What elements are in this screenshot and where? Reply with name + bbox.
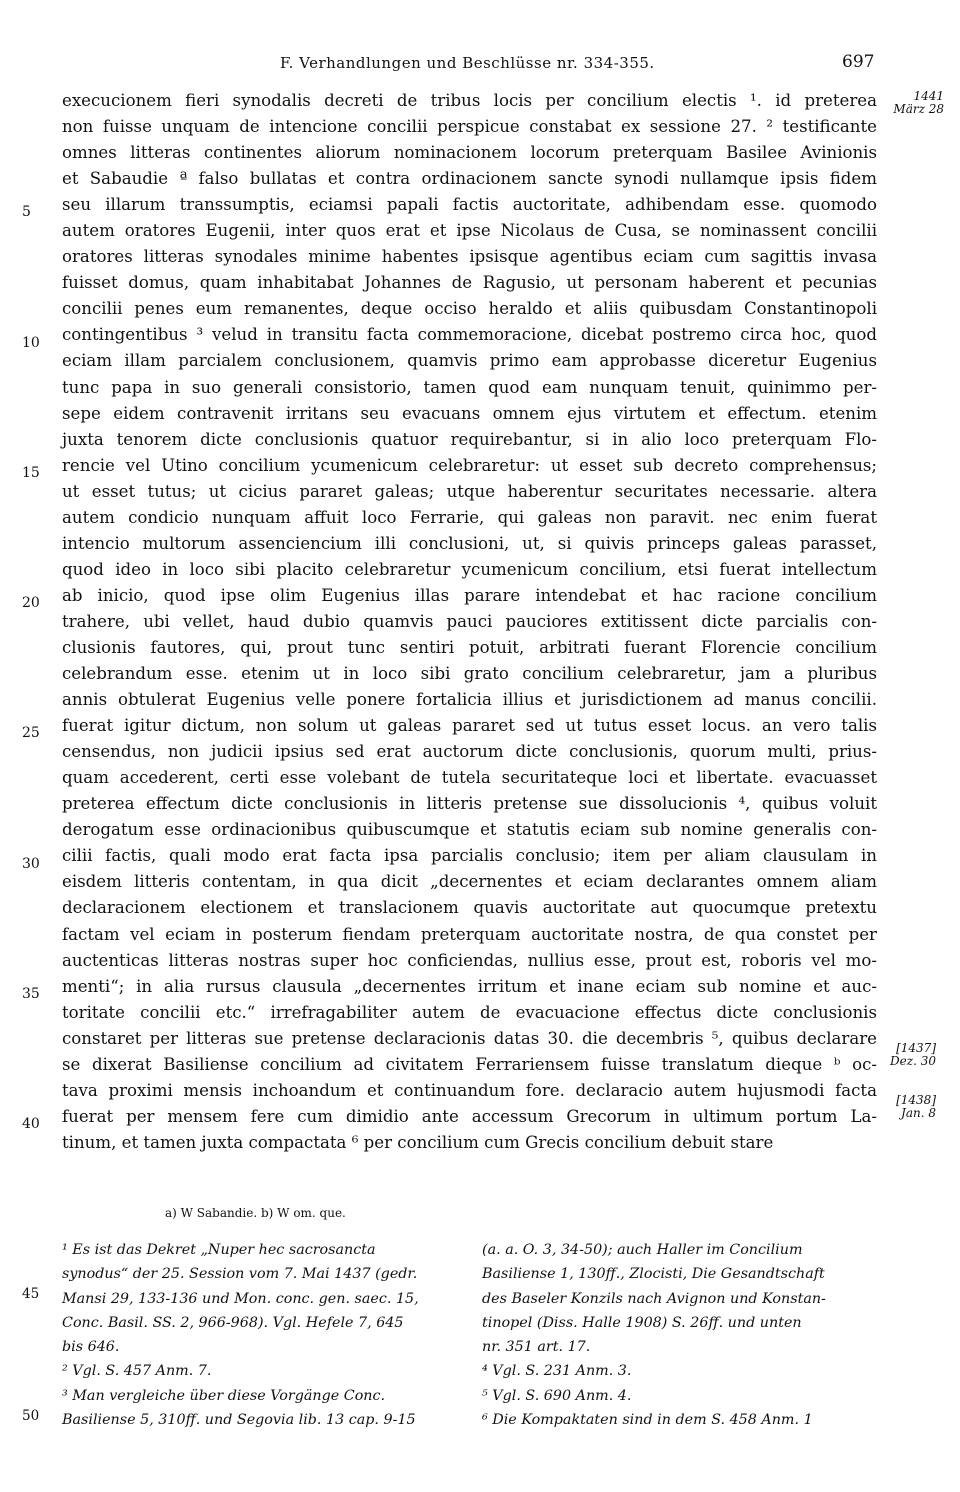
text-line: et Sabaudie ª falso bullatas et contra ordinacionem sancte synodi nullamque ipsis fidem (62, 169, 877, 189)
text-line: sepe eidem contravenit irritans seu evacuans omnem ejus virtutem et effectum. etenim (62, 403, 877, 423)
text-line: annis obtulerat Eugenius velle ponere fortalicia illius et jurisdictionem ad manus concilii. (62, 690, 877, 710)
line-number: 10 (22, 335, 40, 351)
text-line: toritate concilii etc.“ irrefragabiliter autem de evacuacione effectus dicte conclusionis (62, 1002, 877, 1022)
text-line: ab inicio, quod ipse olim Eugenius illas parare intendebat et hac racione concilium (62, 585, 877, 605)
footnote-line: des Baseler Konzils nach Avignon und Konstan- (482, 1290, 826, 1307)
footnotes-right-column (482, 1238, 882, 1432)
margin-note-year: [1438] (896, 1093, 936, 1107)
text-line: quod ideo in loco sibi placito celebraretur ycumenicum concilium, etsi fuerat intellectum (62, 559, 877, 579)
text-line: declaracionem electionem et translacionem quavis auctoritate aut quocumque pretextu (62, 898, 877, 918)
text-line: eciam illam parcialem conclusionem, quamvis primo eam approbasse diceretur Eugenius (62, 351, 877, 371)
text-line: execucionem fieri synodalis decreti de tribus locis per concilium electis ¹. id preterea (62, 91, 877, 110)
footnote-line: ⁶ Die Kompaktaten sind in dem S. 458 Anm. 1 (482, 1412, 813, 1429)
text-line: autem oratores Eugenii, inter quos erat et ipse Nicolaus de Cusa, se nominassent concilii (62, 221, 877, 241)
line-number: 35 (22, 986, 40, 1002)
text-line: juxta tenorem dicte conclusionis quatuor requirebantur, si in alio loco preterquam Flo- (62, 429, 877, 449)
footnote-line: Conc. Basil. SS. 2, 966-968). Vgl. Hefele 7, 645 (62, 1314, 404, 1331)
text-line: factam vel eciam in posterum fiendam preterquam auctoritate nostra, de qua constet per (62, 924, 877, 944)
text-line: clusionis fautores, qui, prout tunc sentiri potuit, arbitrati fuerant Florencie concilium (62, 637, 877, 657)
footnote-line: Basiliense 1, 130ff., Zlocisti, Die Gesandtschaft (482, 1266, 825, 1283)
margin-note-day: Jan. 8 (901, 1106, 936, 1120)
line-number: 30 (22, 856, 40, 872)
text-line: quam accederent, certi esse volebant de tutela securitateque loci et libertate. evacuasset (62, 768, 877, 788)
footnote-line: ⁴ Vgl. S. 231 Anm. 3. (482, 1363, 632, 1380)
margin-date-note (876, 1094, 936, 1120)
text-line: censendus, non judicii ipsius sed erat auctorum dicte conclusionis, quorum multi, prius- (62, 742, 877, 762)
text-line: intencio multorum assenciencium illi conclusioni, ut, si quivis princeps galeas parasset, (62, 533, 877, 553)
footnote-line: synodus“ der 25. Session vom 7. Mai 1437 (gedr. (62, 1266, 418, 1283)
text-line: cilii factis, quali modo erat facta ipsa parcialis conclusio; item per aliam clausulam in (62, 846, 877, 866)
footnote-line-number: 45 (22, 1286, 40, 1302)
margin-note-year: [1437] (896, 1041, 936, 1055)
text-line: seu illarum transsumptis, eciamsi papali factis auctoritate, adhibendam esse. quomodo (62, 195, 877, 215)
line-number: 25 (22, 725, 40, 741)
text-line: celebrandum esse. etenim ut in loco sibi grato concilium celebraretur, jam a pluribus (62, 664, 877, 684)
line-number: 5 (22, 204, 31, 220)
footnote-line: ¹ Es ist das Dekret „Nuper hec sacrosancta (62, 1242, 376, 1258)
footnote-line: Basiliense 5, 310ff. und Segovia lib. 13 cap. 9-15 (62, 1412, 416, 1429)
text-line: eisdem litteris contentam, in qua dicit „decernentes et eciam declarantes omnem aliam (62, 872, 877, 892)
text-line: contingentibus ³ velud in transitu facta commemoracione, dicebat postremo circa hoc, quod (62, 325, 877, 345)
margin-note-day: März 28 (893, 102, 944, 116)
text-line: se dixerat Basiliense concilium ad civitatem Ferrariensem fuisse translatum dieque ᵇ oc- (62, 1054, 877, 1074)
footnote-line: Mansi 29, 133-136 und Mon. conc. gen. saec. 15, (62, 1290, 419, 1307)
margin-date-note (880, 90, 944, 116)
text-line: auctenticas litteras nostras super hoc conficiendas, nullius esse, prout est, roboris vel mo- (62, 950, 877, 970)
text-line: rencie vel Utino concilium ycumenicum celebraretur: ut esset sub decreto comprehensus; (62, 455, 877, 475)
running-title: F. Verhandlungen und Beschlüsse nr. 334-355. (280, 54, 655, 72)
text-line: trahere, ubi vellet, haud dubio quamvis pauci pauciores extitissent dicte parcialis con- (62, 611, 877, 631)
footnote-line: ³ Man vergleiche über diese Vorgänge Conc. (62, 1387, 386, 1404)
footnote-line: ⁵ Vgl. S. 690 Anm. 4. (482, 1387, 632, 1404)
footnote-line: tinopel (Diss. Halle 1908) S. 26ff. und unten (482, 1314, 802, 1331)
page-number: 697 (842, 52, 875, 72)
margin-note-year: 1441 (913, 89, 944, 103)
footnote-line: ² Vgl. S. 457 Anm. 7. (62, 1363, 212, 1380)
line-number: 20 (22, 595, 40, 611)
text-line: fuerat per mensem fere cum dimidio ante accessum Grecorum in ultimum portum La- (62, 1106, 877, 1126)
text-line: ut esset tutus; ut cicius pararet galeas; utque haberentur securitates necessarie. altera (62, 481, 877, 501)
line-number: 15 (22, 465, 40, 481)
critical-apparatus: a) W Sabandie. b) W om. que. (165, 1206, 346, 1220)
text-line: menti“; in alia rursus clausula „decernentes irritum et inane eciam sub nomine et auc- (62, 976, 877, 996)
text-line: tinum, et tamen juxta compactata ⁶ per concilium cum Grecis concilium debuit stare (62, 1132, 774, 1152)
text-line: tava proximi mensis inchoandum et continuandum fore. declaracio autem hujusmodi facta (62, 1080, 877, 1100)
footnote-line: nr. 351 art. 17. (482, 1339, 591, 1356)
text-line: tunc papa in suo generali consistorio, tamen quod eam nunquam tenuit, quinimmo per- (62, 377, 877, 397)
text-line: preterea effectum dicte conclusionis in litteris pretense sue dissolucionis ⁴, quibus voluit (62, 794, 877, 814)
text-line: concilii penes eum remanentes, deque occiso heraldo et aliis quibusdam Constantinopoli (62, 299, 877, 319)
line-number: 40 (22, 1116, 40, 1132)
footnote-line: bis 646. (62, 1339, 120, 1356)
margin-note-day: Dez. 30 (890, 1054, 936, 1068)
footnote-line: (a. a. O. 3, 34-50); auch Haller im Concilium (482, 1242, 803, 1258)
text-line: derogatum esse ordinacionibus quibuscumque et statutis eciam sub nomine generalis con- (62, 820, 877, 840)
text-line: oratores litteras synodales minime habentes ipsisque agentibus eciam cum sagittis invasa (62, 247, 877, 267)
text-line: constaret per litteras sue pretense declaracionis datas 30. die decembris ⁵, quibus declarare (62, 1028, 877, 1048)
footnote-line-number: 50 (22, 1408, 40, 1424)
text-line: fuerat igitur dictum, non solum ut galeas pararet sed ut tutus esset locus. an vero talis (62, 716, 877, 736)
text-line: autem condicio nunquam affuit loco Ferrarie, qui galeas non paravit. nec enim fuerat (62, 507, 877, 527)
text-line: omnes litteras continentes aliorum nominacionem locorum preterquam Basilee Avinionis (62, 143, 877, 163)
text-line: non fuisse unquam de intencione concilii perspicue constabat ex sessione 27. ² testificante (62, 117, 877, 137)
margin-date-note (876, 1042, 936, 1068)
text-line: fuisset domus, quam inhabitabat Johannes de Ragusio, ut personam haberent et pecunias (62, 273, 877, 293)
main-text (62, 88, 877, 1156)
footnotes-left-column (62, 1238, 462, 1432)
